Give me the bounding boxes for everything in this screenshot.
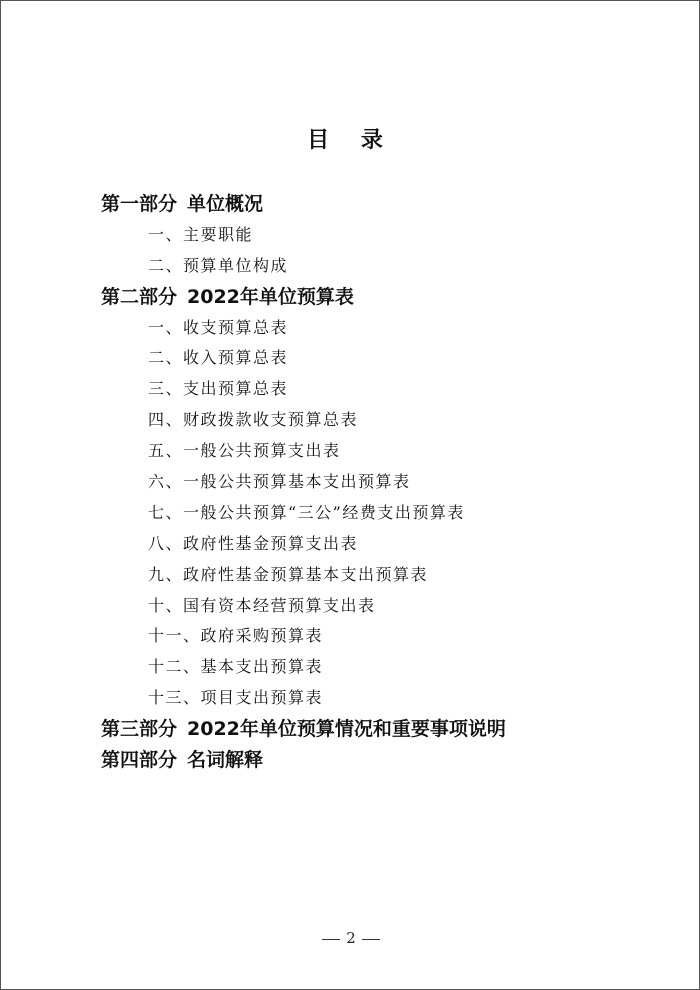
toc-item: 六、一般公共预算基本支出预算表 — [148, 472, 411, 492]
toc-item: 九、政府性基金预算基本支出预算表 — [148, 564, 429, 584]
toc-item: 一、收支预算总表 — [148, 317, 289, 337]
toc-item: 二、收入预算总表 — [148, 348, 289, 368]
toc-part-title: 名词解释 — [187, 749, 264, 772]
page-footer — [1, 929, 700, 947]
toc-item: 八、政府性基金预算支出表 — [148, 533, 359, 553]
toc-part-1 — [1, 189, 700, 220]
toc-item: 二、预算单位构成 — [148, 255, 289, 275]
toc-item: 三、支出预算总表 — [148, 379, 289, 399]
toc-part-label: 第四部分 — [101, 749, 178, 772]
toc-part-title: 2022年单位预算表 — [187, 285, 354, 308]
toc-item: 十一、政府采购预算表 — [148, 626, 324, 646]
toc-item: 七、一般公共预算“三公”经费支出预算表 — [148, 502, 465, 522]
toc-part-2 — [1, 282, 700, 313]
toc-item: 一、主要职能 — [148, 224, 254, 244]
toc-part-3 — [1, 714, 700, 745]
dash-left — [322, 939, 340, 940]
page-number: 2 — [346, 929, 356, 947]
toc-part-title: 2022年单位预算情况和重要事项说明 — [187, 718, 506, 741]
toc-item: 四、财政拨款收支预算总表 — [148, 410, 359, 430]
toc-item: 十、国有资本经营预算支出表 — [148, 595, 376, 615]
page-title: 目 录 — [307, 128, 395, 153]
toc-part-label: 第二部分 — [101, 285, 178, 308]
toc-part-title: 单位概况 — [187, 193, 264, 215]
toc-item: 十二、基本支出预算表 — [148, 657, 324, 677]
toc-part-label: 第一部分 — [101, 193, 178, 215]
toc-item: 五、一般公共预算支出表 — [148, 441, 341, 461]
toc-part-4 — [1, 745, 700, 776]
dash-right — [362, 939, 380, 940]
toc-item: 十三、项目支出预算表 — [148, 688, 324, 708]
table-of-contents — [1, 189, 700, 776]
toc-part-label: 第三部分 — [101, 718, 178, 741]
